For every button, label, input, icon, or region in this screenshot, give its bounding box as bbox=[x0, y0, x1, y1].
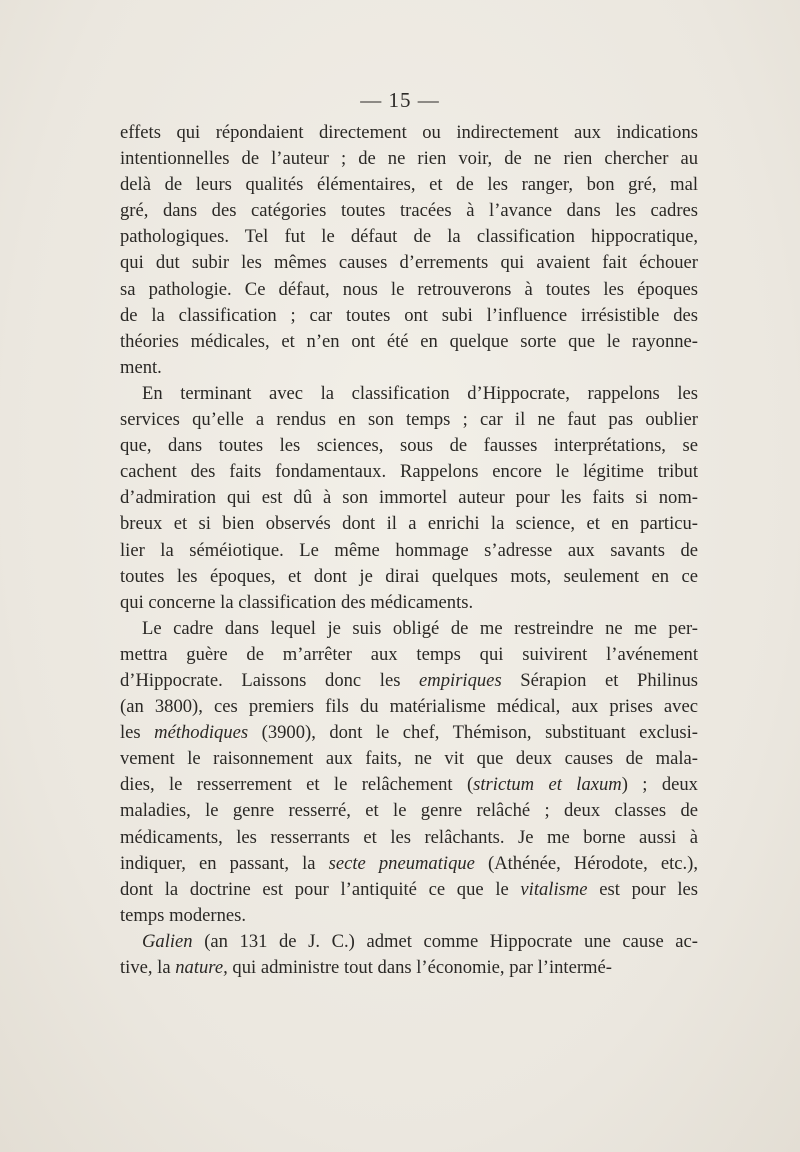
text-run: les bbox=[120, 722, 155, 744]
text-run: pathologiques. Tel fut le défaut de la classification hippocratique, bbox=[120, 226, 698, 248]
text-run: sa pathologie. Ce défaut, nous le retrouverons à toutes les époques bbox=[120, 278, 698, 300]
text-run: breux et si bien observés dont il a enrichi la science, et en particu- bbox=[120, 513, 698, 535]
text-line bbox=[120, 538, 698, 564]
text-line bbox=[120, 224, 698, 250]
text-line bbox=[120, 303, 698, 329]
text-run: de la classification ; car toutes ont subi l’influence irrésistible des bbox=[120, 304, 698, 326]
text-line bbox=[120, 459, 698, 485]
italic-text: vitalisme bbox=[520, 878, 588, 900]
italic-text: méthodiques bbox=[154, 722, 249, 744]
text-line bbox=[120, 250, 698, 276]
text-line bbox=[120, 381, 698, 407]
text-run: qui administre tout dans l’économie, par l’intermé- bbox=[227, 957, 612, 978]
text-run: temps modernes. bbox=[120, 904, 246, 926]
text-run: est pour les bbox=[587, 878, 698, 900]
italic-text: empiriques bbox=[419, 669, 502, 691]
text-run: indiquer, en passant, la bbox=[120, 852, 329, 874]
paragraph bbox=[120, 616, 698, 929]
text-run: que, dans toutes les sciences, sous de fausses interprétations, se bbox=[120, 435, 698, 457]
text-line bbox=[120, 172, 698, 198]
text-line bbox=[120, 485, 698, 511]
text-line bbox=[120, 746, 698, 772]
text-line bbox=[120, 955, 698, 981]
text-run: Sérapion et Philinus bbox=[501, 669, 698, 691]
text-run: d’admiration qui est dû à son immortel auteur pour les faits si nom- bbox=[120, 487, 698, 509]
italic-text: nature, bbox=[175, 957, 228, 978]
text-run: lier la séméiotique. Le même hommage s’adresse aux savants de bbox=[120, 539, 698, 561]
text-run: mettra guère de m’arrêter aux temps qui suivirent l’avénement bbox=[120, 643, 698, 665]
text-line bbox=[120, 511, 698, 537]
text-run: ment. bbox=[120, 356, 162, 378]
text-run: (3900), dont le chef, Thémison, substituant exclusi- bbox=[248, 722, 698, 744]
body-text bbox=[120, 120, 698, 981]
text-run: qui dut subir les mêmes causes d’errements qui avaient fait échouer bbox=[120, 252, 698, 274]
text-run: théories médicales, et n’en ont été en quelque sorte que le rayonne- bbox=[120, 330, 698, 352]
text-run: (Athénée, Hérodote, etc.), bbox=[474, 852, 698, 874]
italic-text: Galien bbox=[142, 930, 193, 952]
text-line bbox=[120, 433, 698, 459]
text-line bbox=[120, 877, 698, 903]
text-run: Le cadre dans lequel je suis obligé de me restreindre ne me per- bbox=[142, 617, 698, 639]
text-run: dont la doctrine est pour l’antiquité ce que le bbox=[120, 878, 521, 900]
text-run: effets qui répondaient directement ou indirectement aux indications bbox=[120, 122, 698, 143]
text-run: ) ; deux bbox=[621, 774, 698, 796]
text-line bbox=[120, 798, 698, 824]
text-line bbox=[120, 772, 698, 798]
text-run: d’Hippocrate. Laissons donc les bbox=[120, 669, 420, 691]
text-line bbox=[120, 929, 698, 955]
text-run: En terminant avec la classification d’Hippocrate, rappelons les bbox=[142, 382, 698, 404]
text-run: médicaments, les resserrants et les relâchants. Je me borne aussi à bbox=[120, 826, 698, 848]
text-line bbox=[120, 329, 698, 355]
text-line bbox=[120, 903, 698, 929]
text-line bbox=[120, 642, 698, 668]
paragraph bbox=[120, 929, 698, 981]
text-run: tive, la bbox=[120, 957, 176, 978]
paragraph bbox=[120, 120, 698, 381]
text-run: vement le raisonnement aux faits, ne vit que deux causes de mala- bbox=[120, 748, 698, 770]
text-line bbox=[120, 851, 698, 877]
paragraph bbox=[120, 381, 698, 616]
text-line bbox=[120, 120, 698, 146]
text-run: toutes les époques, et dont je dirai quelques mots, seulement en ce bbox=[120, 565, 698, 587]
text-run: cachent des faits fondamentaux. Rappelons encore le légitime tribut bbox=[120, 461, 698, 483]
text-run: intentionnelles de l’auteur ; de ne rien voir, de ne rien chercher au bbox=[120, 148, 698, 170]
text-line bbox=[120, 198, 698, 224]
text-run: maladies, le genre resserré, et le genre relâché ; deux classes de bbox=[120, 800, 698, 822]
text-line bbox=[120, 694, 698, 720]
text-run: services qu’elle a rendus en son temps ; car il ne faut pas oublier bbox=[120, 409, 698, 431]
text-run: (an 131 de J. C.) admet comme Hippocrate une cause ac- bbox=[192, 930, 698, 952]
text-run: (an 3800), ces premiers fils du matérialisme médical, aux prises avec bbox=[120, 696, 698, 718]
text-line bbox=[120, 616, 698, 642]
text-line bbox=[120, 668, 698, 694]
text-run: qui concerne la classification des médicaments. bbox=[120, 591, 474, 613]
text-line bbox=[120, 590, 698, 616]
page-number: — 15 — bbox=[360, 88, 440, 112]
italic-text: secte pneumatique bbox=[328, 852, 475, 874]
text-line bbox=[120, 146, 698, 172]
text-line bbox=[120, 277, 698, 303]
text-line bbox=[120, 407, 698, 433]
text-run: gré, dans des catégories toutes tracées à l’avance dans les cadres bbox=[120, 200, 698, 222]
text-line bbox=[120, 825, 698, 851]
text-line bbox=[120, 355, 698, 381]
italic-text: strictum et laxum bbox=[473, 774, 622, 796]
text-line bbox=[120, 564, 698, 590]
text-line bbox=[120, 720, 698, 746]
text-run: delà de leurs qualités élémentaires, et de les ranger, bon gré, mal bbox=[120, 174, 698, 196]
text-run: dies, le resserrement et le relâchement ( bbox=[120, 774, 474, 796]
